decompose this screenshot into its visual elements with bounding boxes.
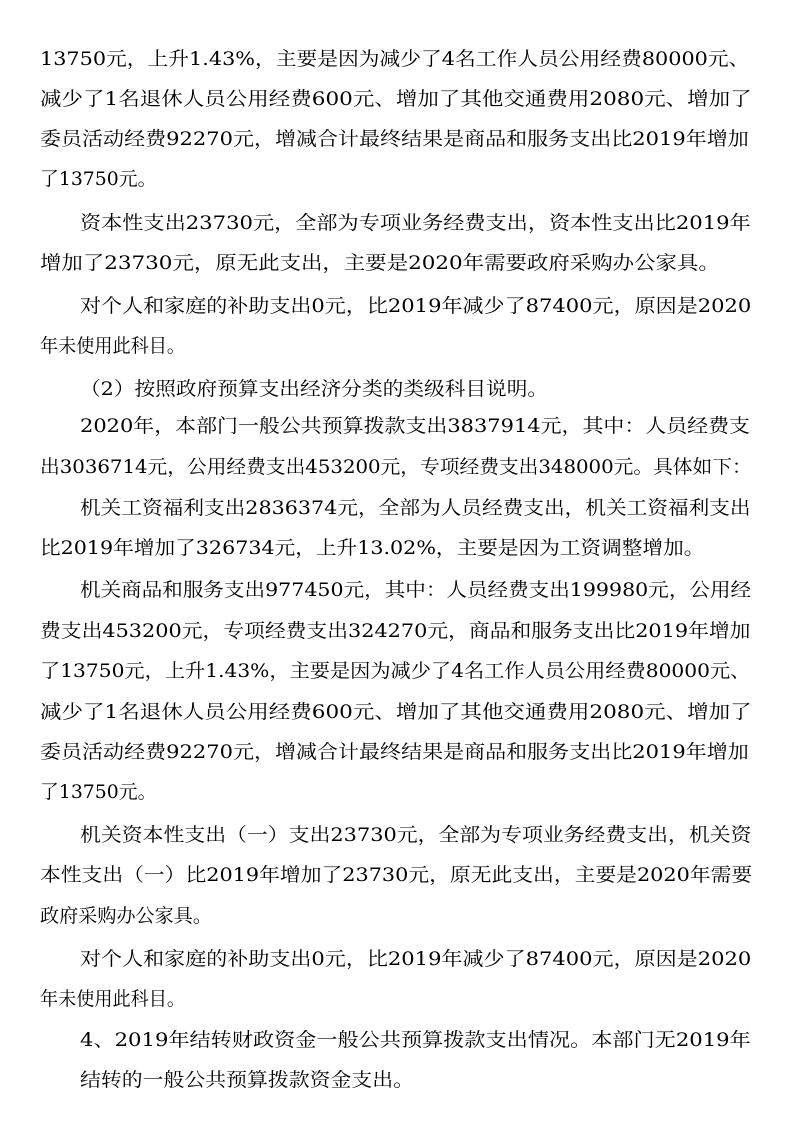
text-line: 对个人和家庭的补助支出0元，比2019年减少了87400元，原因是2020 <box>80 948 752 970</box>
text-line: 比2019年增加了326734元，上升13.02%，主要是因为工资调整增加。 <box>40 537 705 559</box>
text-line: 委员活动经费92270元，增减合计最终结果是商品和服务支出比2019年增加 <box>40 741 749 763</box>
text-line: 结转的一般公共预算拨款资金支出。 <box>80 1069 415 1091</box>
section-heading: （2）按照政府预算支出经济分类的类级科目说明。 <box>80 378 549 400</box>
text-line: 机关商品和服务支出977450元，其中：人员经费支出199980元，公用经 <box>80 579 752 601</box>
text-line: 年未使用此科目。 <box>40 988 186 1010</box>
text-line: 减少了1名退休人员公用经费600元、增加了其他交通费用2080元、增加了 <box>40 88 752 110</box>
text-line: 本性支出（一）比2019年增加了23730元，原无此支出，主要是2020年需要 <box>40 864 753 886</box>
text-line: 资本性支出23730元，全部为专项业务经费支出，资本性支出比2019年 <box>80 212 751 234</box>
text-line: 费支出453200元，专项经费支出324270元，商品和服务支出比2019年增加 <box>40 620 751 642</box>
text-line: 年未使用此科目。 <box>40 335 186 357</box>
text-line: 对个人和家庭的补助支出0元，比2019年减少了87400元，原因是2020 <box>80 295 752 317</box>
text-line: 2020年，本部门一般公共预算拨款支出3837914元，其中：人员经费支 <box>80 415 750 437</box>
text-line: 13750元，上升1.43%，主要是因为减少了4名工作人员公用经费80000元、 <box>40 48 750 70</box>
text-line: 增加了23730元，原无此支出，主要是2020年需要政府采购办公家具。 <box>40 252 720 274</box>
text-line: 了13750元，上升1.43%，主要是因为减少了4名工作人员公用经费80000元、 <box>40 660 751 682</box>
text-line: 委员活动经费92270元，增减合计最终结果是商品和服务支出比2019年增加 <box>40 128 749 150</box>
text-line: 机关资本性支出（一）支出23730元，全部为专项业务经费支出，机关资 <box>80 824 752 846</box>
text-line: 减少了1名退休人员公用经费600元、增加了其他交通费用2080元、增加了 <box>40 701 752 723</box>
text-line: 4、2019年结转财政资金一般公共预算拨款支出情况。本部门无2019年 <box>80 1029 751 1051</box>
text-line: 了13750元。 <box>40 781 157 803</box>
text-line: 了13750元。 <box>40 168 157 190</box>
text-line: 政府采购办公家具。 <box>40 905 213 927</box>
text-line: 机关工资福利支出2836374元，全部为人员经费支出，机关工资福利支出 <box>80 497 751 519</box>
text-line: 出3036714元，公用经费支出453200元，专项经费支出348000元。具体如下： <box>40 456 752 478</box>
